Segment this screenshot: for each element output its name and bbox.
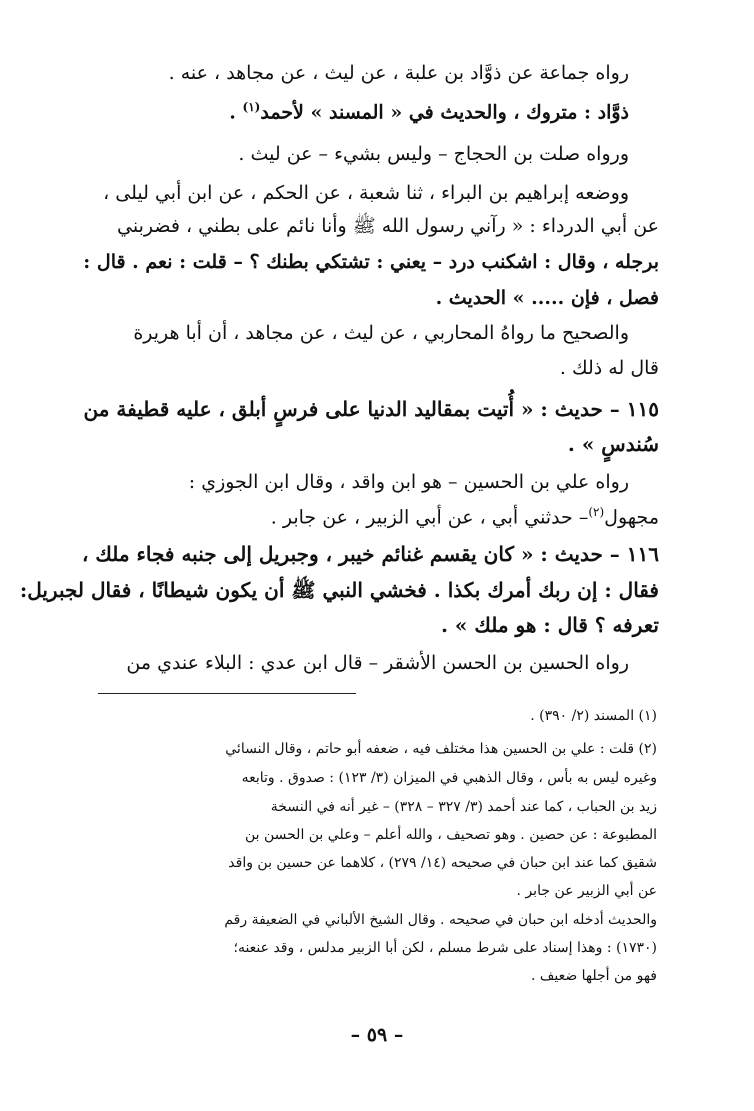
- footnote-2-line-5: شقيق كما عند ابن حبان في صحيحه (١٤/ ٢٧٩) ، كلاهما عن حسين بن واقد: [228, 855, 657, 871]
- footnote-2-line-8: (١٧٣٠) : وهذا إسناد على شرط مسلم ، لكن أبا الزبير مدلس ، وقد عنعنه؛: [233, 940, 657, 956]
- hadith-115-line-1: ١١٥ – حديث : « أُتيت بمقاليد الدنيا على فرسٍ أبلق ، عليه قطيفة من: [83, 397, 659, 421]
- hadith-116-line-1: ١١٦ – حديث : « كان يقسم غنائم خيبر ، وجبريل إلى جنبه فجاء ملك ،: [81, 542, 659, 566]
- body-line-8: والصحيح ما رواهُ المحاربي ، عن ليث ، عن مجاهد ، أن أبا هريرة: [133, 322, 629, 344]
- footnote-2-line-2: وغيره ليس به بأس ، وقال الذهبي في الميزان (٣/ ١٢٣) : صدوق . وتابعه: [241, 770, 657, 786]
- footnote-separator: [98, 693, 356, 694]
- body-line-6: برجله ، وقال : اشكنب درد – يعني : تشتكي بطنك ؟ – قلت : نعم . قال :: [83, 251, 659, 273]
- footnote-2-line-1: (٢) قلت : علي بن الحسين هذا مختلف فيه ، ضعفه أبو حاتم ، وقال النسائي: [225, 741, 657, 757]
- body-line-12: رواه علي بن الحسين – هو ابن واقد ، وقال ابن الجوزي :: [188, 471, 629, 493]
- body-line-5: عن أبي الدرداء : « رآني رسول الله ﷺ وأنا نائم على بطني ، فضربني: [117, 215, 659, 237]
- footnote-2-line-6: عن أبي الزبير عن جابر .: [516, 883, 657, 899]
- body-line-13: مجهول$^{(٢)}$– حدثني أبي ، عن أبي الزبير ، عن جابر .: [270, 505, 659, 529]
- body-line-7: فصل ، فإن ..... » الحديث .: [435, 287, 659, 309]
- body-line-17: رواه الحسين بن الحسن الأشقر – قال ابن عدي : البلاء عندي من: [126, 652, 629, 674]
- body-line-4: ووضعه إبراهيم بن البراء ، ثنا شعبة ، عن الحكم ، عن ابن أبي ليلى ،: [103, 182, 629, 204]
- footnote-2-line-3: زيد بن الحباب ، كما عند أحمد (٣/ ٣٢٧ – ٣٢٨) – غير أنه في النسخة: [270, 799, 657, 815]
- footnote-2-line-4: المطبوعة : عن حصين . وهو تصحيف ، والله أعلم – وعلي بن الحسن بن: [244, 827, 657, 843]
- page-number: – ٥٩ –: [350, 1024, 404, 1046]
- footnote-2-line-9: فهو من أجلها ضعيف .: [530, 968, 657, 984]
- footnote-1: (١) المسند (٢/ ٣٩٠) .: [530, 708, 657, 724]
- body-line-2: ذوَّاد : متروك ، والحديث في « المسند » لأحمد$^{(١)}$ .: [229, 100, 629, 124]
- body-line-3: ورواه صلت بن الحجاج – وليس بشيء – عن ليث .: [238, 143, 629, 165]
- body-line-9: قال له ذلك .: [559, 357, 659, 379]
- footnote-2-line-7: والحديث أدخله ابن حبان في صحيحه . وقال الشيخ الألباني في الضعيفة رقم: [224, 912, 657, 928]
- hadith-116-line-3: تعرفه ؟ قال : هو ملك » .: [441, 613, 659, 637]
- body-line-1: رواه جماعة عن ذوَّاد بن علبة ، عن ليث ، عن مجاهد ، عنه .: [168, 62, 629, 84]
- hadith-116-line-2: فقال : إن ربك أمرك بكذا . فخشي النبي ﷺ أن يكون شيطانًا ، فقال لجبريل:: [19, 578, 659, 602]
- hadith-115-line-2: سُندسٍ » .: [567, 432, 659, 456]
